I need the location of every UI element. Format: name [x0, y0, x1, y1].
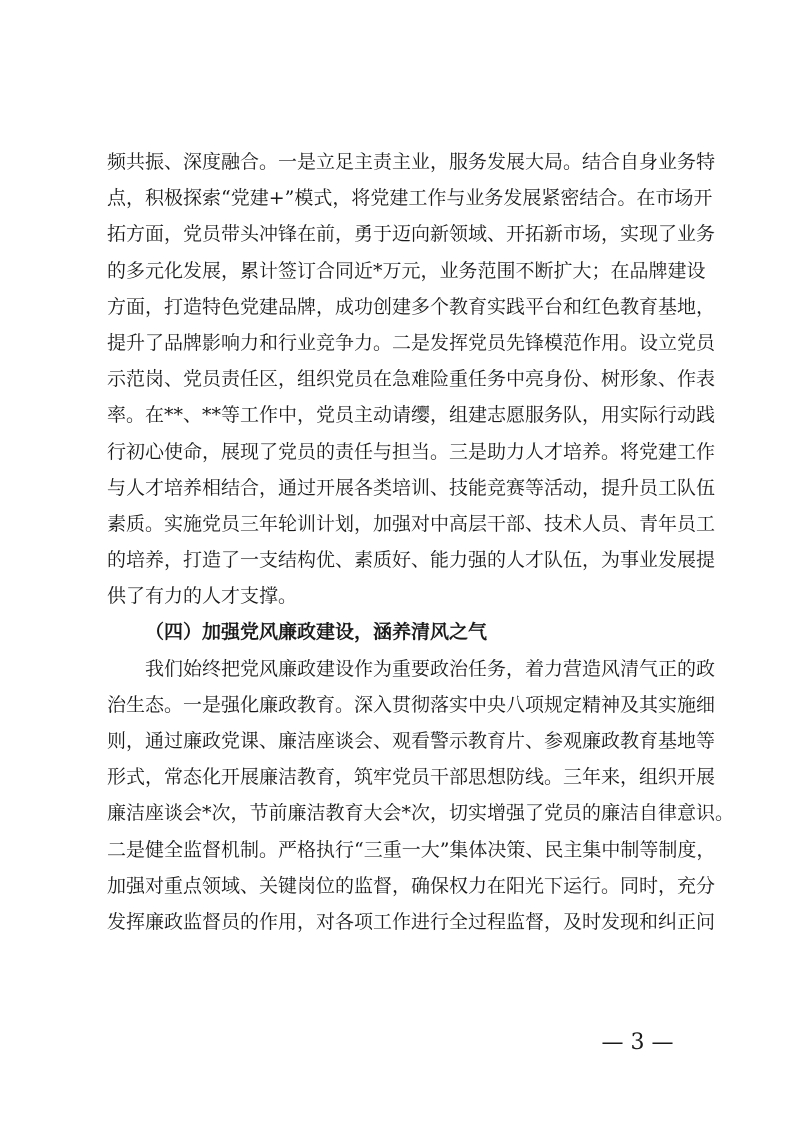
text-line: 形式，常态化开展廉洁教育，筑牢党员干部思想防线。三年来，组织开展	[107, 766, 716, 789]
text-line: 示范岗、党员责任区，组织党员在急难险重任务中亮身份、树形象、作表	[107, 368, 716, 391]
text-line: 则，通过廉政党课、廉洁座谈会、观看警示教育片、参观廉政教育基地等	[107, 730, 716, 752]
text-line: 发挥廉政监督员的作用，对各项工作进行全过程监督，及时发现和纠正问	[107, 910, 716, 933]
text-line: 点，积极探索“党建+”模式，将党建工作与业务发展紧密结合。在市场开	[107, 187, 713, 210]
text-line: 供了有力的人才支撑。	[107, 585, 298, 608]
document-body	[107, 144, 735, 940]
text-line: 二是健全监督机制。严格执行“三重一大”集体决策、民主集中制等制度，	[107, 838, 716, 861]
text-line: 的培养，打造了一支结构优、素质好、能力强的人才队伍，为事业发展提	[107, 549, 716, 572]
text-line: 频共振、深度融合。一是立足主责主业，服务发展大局。结合自身业务特	[107, 151, 716, 173]
text-line: 廉洁座谈会*次，节前廉洁教育大会*次，切实增强了党员的廉洁自律意识。	[107, 802, 735, 825]
text-line: 方面，打造特色党建品牌，成功创建多个教育实践平台和红色教育基地，	[107, 295, 716, 318]
text-line: 拓方面，党员带头冲锋在前，勇于迈向新领域、开拓新市场，实现了业务	[107, 223, 716, 246]
text-line: 行初心使命，展现了党员的责任与担当。三是助力人才培养。将党建工作	[107, 440, 716, 463]
text-line: 素质。实施党员三年轮训计划，加强对中高层干部、技术人员、青年员工	[107, 512, 716, 535]
text-line: 与人才培养相结合，通过开展各类培训、技能竞赛等活动，提升员工队伍	[107, 476, 716, 499]
page-number: — 3 —	[601, 1030, 674, 1055]
text-line: 率。在**、**等工作中，党员主动请缨，组建志愿服务队，用实际行动践	[107, 404, 716, 427]
section-heading: （四）加强党风廉政建设，涵养清风之气	[145, 621, 488, 644]
text-line: 加强对重点领域、关键岗位的监督，确保权力在阳光下运行。同时，充分	[107, 874, 716, 897]
text-line: 的多元化发展，累计签订合同近*万元，业务范围不断扩大；在品牌建设	[107, 259, 706, 282]
text-line: 提升了品牌影响力和行业竞争力。二是发挥党员先锋模范作用。设立党员	[107, 331, 716, 354]
text-line: 我们始终把党风廉政建设作为重要政治任务，着力营造风清气正的政	[145, 657, 716, 680]
text-line: 治生态。一是强化廉政教育。深入贯彻落实中央八项规定精神及其实施细	[107, 693, 716, 716]
